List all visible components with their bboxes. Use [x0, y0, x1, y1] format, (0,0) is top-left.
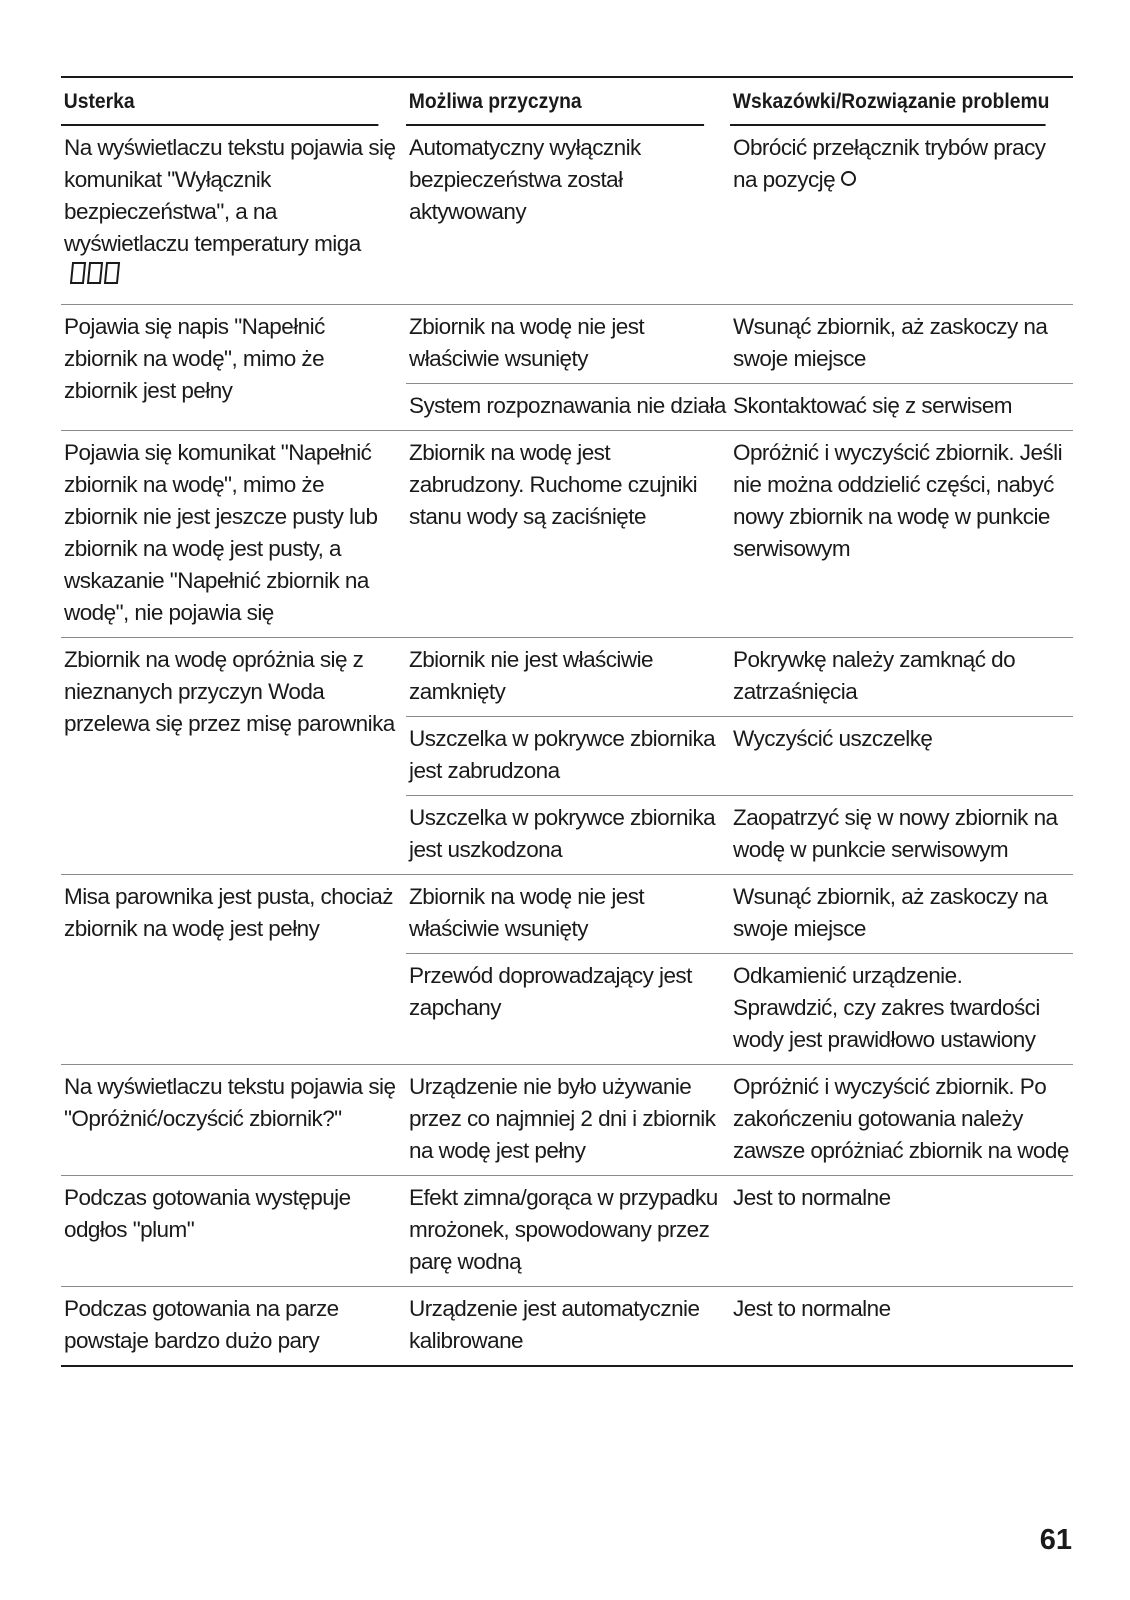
cause-cell: Uszczelka w pokrywce zbiornika jest zabrudzona — [409, 726, 716, 783]
table-row — [406, 638, 1073, 716]
cause-remedy-group — [406, 1175, 1073, 1286]
cause-cell: Urządzenie nie było używanie przez co najmniej 2 dni i zbiornik na wodę jest pełny — [409, 1074, 716, 1163]
fault-cell: Na wyświetlaczu tekstu pojawia się komunikat "Wyłącznik bezpieczeństwa", a na wyświetlaczu temperatury miga — [61, 126, 406, 304]
cause-remedy-group — [406, 637, 1073, 874]
remedy-cell: Wsunąć zbiornik, aż zaskoczy na swoje miejsce — [733, 884, 1048, 941]
table-row — [406, 383, 1073, 430]
table-row — [406, 1287, 1073, 1365]
cause-cell: Automatyczny wyłącznik bezpieczeństwa został aktywowany — [409, 135, 641, 224]
cause-remedy-group — [406, 874, 1073, 1064]
cause-cell: System rozpoznawania nie działa — [409, 393, 726, 418]
remedy-cell: Obrócić przełącznik trybów pracy na pozycję — [733, 135, 1046, 192]
cause-remedy-group — [406, 126, 1073, 304]
table-row — [406, 431, 1073, 573]
cause-remedy-group — [406, 430, 1073, 637]
cause-cell: Zbiornik nie jest właściwie zamknięty — [409, 647, 653, 704]
remedy-cell: Skontaktować się z serwisem — [733, 393, 1013, 418]
remedy-cell: Odkamienić urządzenie. Sprawdzić, czy zakres twardości wody jest prawidłowo ustawiony — [733, 963, 1040, 1052]
cause-remedy-group — [406, 1064, 1073, 1175]
fault-cell: Zbiornik na wodę opróżnia się z nieznanych przyczyn Woda przelewa się przez misę parownika — [61, 637, 406, 874]
cause-cell: Urządzenie jest automatycznie kalibrowane — [409, 1296, 700, 1353]
cause-cell: Przewód doprowadzający jest zapchany — [409, 963, 692, 1020]
fault-cell: Na wyświetlaczu tekstu pojawia się "Opróżnić/oczyścić zbiornik?" — [61, 1064, 406, 1175]
table-row — [406, 953, 1073, 1064]
table-row — [406, 716, 1073, 795]
table-row — [406, 305, 1073, 383]
cause-cell: Zbiornik na wodę nie jest właściwie wsunięty — [409, 314, 645, 371]
seven-segment-000-icon — [70, 261, 122, 294]
cause-cell: Zbiornik na wodę nie jest właściwie wsunięty — [409, 884, 645, 941]
cause-cell: Uszczelka w pokrywce zbiornika jest uszkodzona — [409, 805, 716, 862]
cause-remedy-group — [406, 1286, 1073, 1365]
remedy-cell: Jest to normalne — [733, 1185, 891, 1210]
troubleshooting-table — [61, 76, 1073, 1367]
table-row — [406, 1176, 1073, 1286]
table-row — [406, 875, 1073, 953]
page-number: 61 — [1039, 1524, 1072, 1556]
circle-position-icon — [841, 171, 856, 186]
fault-cell: Podczas gotowania występuje odgłos "plum" — [61, 1175, 406, 1286]
fault-cell: Pojawia się napis "Napełnić zbiornik na wodę", mimo że zbiornik jest pełny — [61, 304, 406, 430]
remedy-cell: Opróżnić i wyczyścić zbiornik. Po zakończeniu gotowania należy zawsze opróżniać zbiornik na wodę — [733, 1074, 1069, 1163]
remedy-cell: Zaopatrzyć się w nowy zbiornik na wodę w punkcie serwisowym — [733, 805, 1058, 862]
remedy-cell: Jest to normalne — [733, 1296, 891, 1321]
cause-cell: Zbiornik na wodę jest zabrudzony. Ruchome czujniki stanu wody są zaciśnięte — [409, 440, 698, 529]
header-fault: Usterka — [61, 78, 378, 126]
table-row — [406, 126, 1073, 236]
header-cause: Możliwa przyczyna — [406, 78, 704, 126]
table-row — [406, 795, 1073, 874]
remedy-cell: Pokrywkę należy zamknąć do zatrzaśnięcia — [733, 647, 1016, 704]
remedy-cell: Wsunąć zbiornik, aż zaskoczy na swoje miejsce — [733, 314, 1048, 371]
cause-cell: Efekt zimna/gorąca w przypadku mrożonek, spowodowany przez parę wodną — [409, 1185, 718, 1274]
cause-remedy-group — [406, 304, 1073, 430]
fault-cell: Podczas gotowania na parze powstaje bardzo dużo pary — [61, 1286, 406, 1365]
header-remedy: Wskazówki/Rozwiązanie problemu — [730, 78, 1046, 126]
remedy-cell: Opróżnić i wyczyścić zbiornik. Jeśli nie można oddzielić części, nabyć nowy zbiornik na wodę w punkcie serwisowym — [733, 440, 1063, 561]
table-row — [406, 1065, 1073, 1175]
fault-cell: Pojawia się komunikat "Napełnić zbiornik na wodę", mimo że zbiornik nie jest jeszcze pusty lub zbiornik na wodę jest pusty, a wskazanie "Napełnić zbiornik na wodę", nie pojawia się — [61, 430, 406, 637]
fault-cell: Misa parownika jest pusta, chociaż zbiornik na wodę jest pełny — [61, 874, 406, 1064]
remedy-cell: Wyczyścić uszczelkę — [733, 726, 933, 751]
